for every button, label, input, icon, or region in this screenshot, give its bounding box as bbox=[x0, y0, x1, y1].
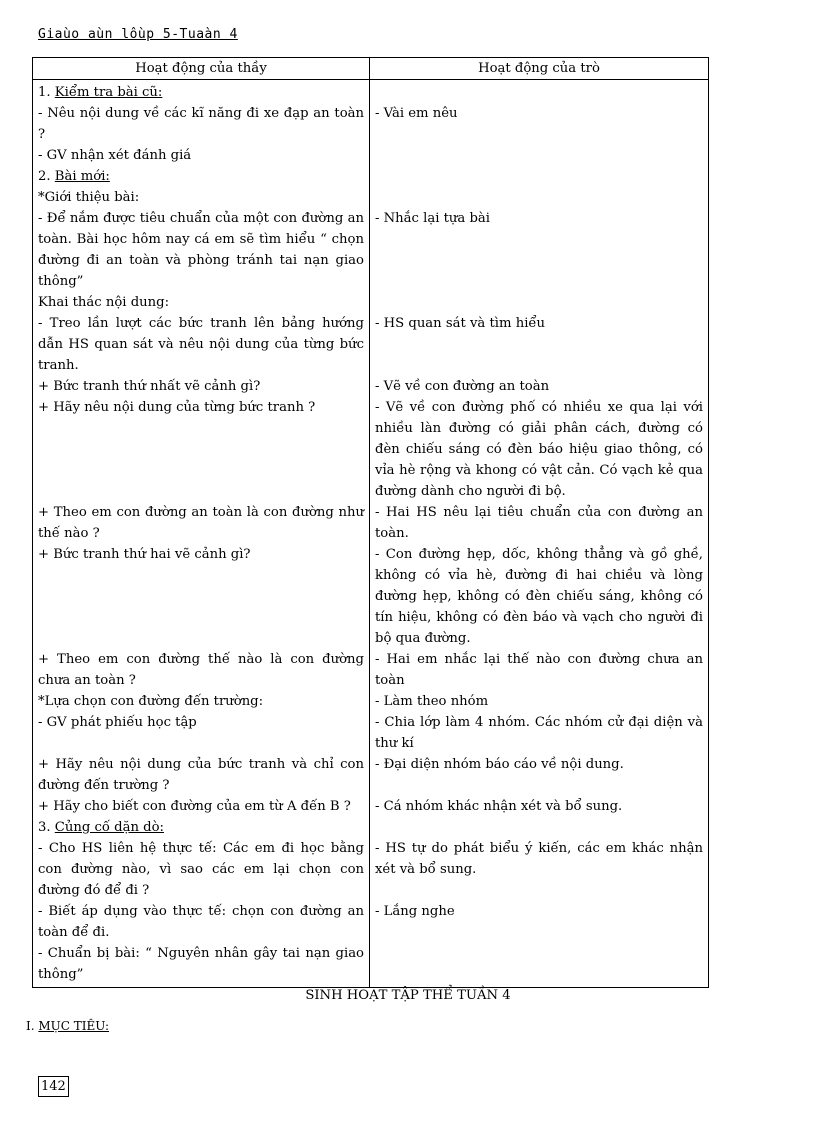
teacher-line-text: Củng cố dặn dò: bbox=[54, 820, 164, 835]
student-block bbox=[375, 901, 703, 943]
student-line-text: - Lắng nghe bbox=[375, 904, 455, 919]
teacher-line-text: Bài mới: bbox=[54, 169, 110, 184]
teacher-block bbox=[38, 754, 364, 796]
student-line-text: - Vài em nêu bbox=[375, 106, 458, 121]
student-block bbox=[375, 754, 703, 796]
student-block bbox=[375, 292, 703, 313]
student-block bbox=[375, 943, 703, 985]
student-line bbox=[375, 838, 703, 880]
student-line-text: - Vẽ về con đường an toàn bbox=[375, 379, 550, 394]
teacher-line bbox=[38, 82, 364, 103]
teacher-block bbox=[38, 208, 364, 292]
student-activities bbox=[370, 80, 709, 988]
teacher-block bbox=[38, 376, 364, 397]
teacher-block bbox=[38, 187, 364, 208]
teacher-block bbox=[38, 943, 364, 985]
teacher-line bbox=[38, 376, 364, 397]
teacher-line bbox=[38, 712, 364, 733]
teacher-line-text: Kiểm tra bài cũ: bbox=[54, 85, 163, 100]
teacher-line bbox=[38, 901, 364, 943]
student-block bbox=[375, 712, 703, 754]
student-block bbox=[375, 649, 703, 691]
student-line bbox=[375, 544, 703, 649]
teacher-line bbox=[38, 796, 364, 817]
teacher-line bbox=[38, 397, 364, 418]
teacher-block bbox=[38, 649, 364, 691]
student-line-text: - HS tự do phát biểu ý kiến, các em khác nhận xét và bổ sung. bbox=[375, 841, 703, 877]
teacher-line-text: - Nêu nội dung về các kĩ năng đi xe đạp an toàn ? bbox=[38, 106, 364, 142]
student-line bbox=[375, 901, 703, 922]
student-line bbox=[375, 796, 703, 817]
student-block bbox=[375, 838, 703, 901]
teacher-block bbox=[38, 145, 364, 166]
document-header: Giaùo aùn lôùp 5-Tuaàn 4 bbox=[38, 27, 238, 42]
objective-heading bbox=[26, 1019, 109, 1033]
teacher-line-text: Khai thác nội dung: bbox=[38, 295, 170, 310]
teacher-line-text: - Treo lần lượt các bức tranh lên bảng hướng dẫn HS quan sát và nêu nội dung của từng bức tranh. bbox=[38, 316, 364, 373]
teacher-line-text: + Bức tranh thứ nhất vẽ cảnh gì? bbox=[38, 379, 261, 394]
student-line-text: - Chia lớp làm 4 nhóm. Các nhóm cử đại diện và thư kí bbox=[375, 715, 703, 751]
teacher-line-text: 1. bbox=[38, 85, 55, 100]
table-header-row bbox=[33, 58, 709, 80]
teacher-line-text: *Lựa chọn con đường đến trường: bbox=[38, 694, 264, 709]
teacher-block bbox=[38, 901, 364, 943]
student-block bbox=[375, 691, 703, 712]
teacher-line-text: + Hãy nêu nội dung của từng bức tranh ? bbox=[38, 400, 316, 415]
section-title: SINH HOẠT TẬP THỂ TUẦN 4 bbox=[305, 988, 511, 1003]
teacher-block bbox=[38, 796, 364, 817]
teacher-line-text: 3. bbox=[38, 820, 55, 835]
student-block bbox=[375, 502, 703, 544]
teacher-line-text: - GV phát phiếu học tập bbox=[38, 715, 197, 730]
teacher-block bbox=[38, 292, 364, 313]
student-line-text: - Đại diện nhóm báo cáo về nội dung. bbox=[375, 757, 624, 772]
teacher-activities bbox=[33, 80, 370, 988]
teacher-line bbox=[38, 292, 364, 313]
teacher-block bbox=[38, 313, 364, 376]
student-line-text: - Nhắc lại tựa bài bbox=[375, 211, 490, 226]
teacher-line-text: + Theo em con đường an toàn là con đường như thế nào ? bbox=[38, 505, 364, 541]
lesson-table bbox=[32, 57, 709, 988]
student-line-text: - Hai HS nêu lại tiêu chuẩn của con đường an toàn. bbox=[375, 505, 703, 541]
student-line-text: - Con đường hẹp, dốc, không thẳng và gồ ghề, không có vỉa hè, đường đi hai chiều và lòng đường hẹp, không có đèn chiếu sáng, không có tín hiệu, không có đèn báo và vạch cho người đi bộ qua đường. bbox=[375, 547, 703, 646]
student-block bbox=[375, 166, 703, 187]
teacher-line bbox=[38, 943, 364, 985]
teacher-block bbox=[38, 502, 364, 544]
student-line-text: - Làm theo nhóm bbox=[375, 694, 489, 709]
teacher-block bbox=[38, 544, 364, 649]
student-block bbox=[375, 103, 703, 145]
teacher-line bbox=[38, 838, 364, 901]
teacher-line bbox=[38, 103, 364, 145]
page-number: 142 bbox=[38, 1076, 69, 1097]
teacher-line bbox=[38, 649, 364, 691]
student-block bbox=[375, 208, 703, 292]
student-line bbox=[375, 712, 703, 754]
teacher-line bbox=[38, 208, 364, 292]
objective-label: MỤC TIÊU: bbox=[38, 1019, 110, 1033]
student-block bbox=[375, 187, 703, 208]
student-block bbox=[375, 796, 703, 817]
student-block bbox=[375, 817, 703, 838]
teacher-line-text: + Hãy cho biết con đường của em từ A đến B ? bbox=[38, 799, 351, 814]
teacher-line bbox=[38, 817, 364, 838]
teacher-column-header: Hoạt động của thầy bbox=[33, 58, 370, 80]
student-line bbox=[375, 649, 703, 691]
teacher-line-text: + Theo em con đường thế nào là con đường chưa an toàn ? bbox=[38, 652, 364, 688]
student-line bbox=[375, 376, 703, 397]
teacher-line-text: - Cho HS liên hệ thực tế: Các em đi học bằng con đường nào, vì sao các em lại chọn con đường đó để đi ? bbox=[38, 841, 364, 898]
student-line bbox=[375, 103, 703, 124]
teacher-line bbox=[38, 544, 364, 565]
teacher-block bbox=[38, 838, 364, 901]
student-line bbox=[375, 397, 703, 502]
student-block bbox=[375, 397, 703, 502]
teacher-line bbox=[38, 691, 364, 712]
teacher-block bbox=[38, 691, 364, 712]
lesson-body-row bbox=[33, 80, 709, 988]
student-block bbox=[375, 145, 703, 166]
teacher-block bbox=[38, 166, 364, 187]
student-block bbox=[375, 544, 703, 649]
teacher-line-text: + Hãy nêu nội dung của bức tranh và chỉ con đường đến trường ? bbox=[38, 757, 364, 793]
teacher-line-text: 2. bbox=[38, 169, 55, 184]
student-line-text: - Cá nhóm khác nhận xét và bổ sung. bbox=[375, 799, 623, 814]
student-line bbox=[375, 502, 703, 544]
teacher-line bbox=[38, 145, 364, 166]
teacher-block bbox=[38, 817, 364, 838]
teacher-line bbox=[38, 166, 364, 187]
teacher-line-text: - Chuẩn bị bài: “ Nguyên nhân gây tai nạn giao thông” bbox=[38, 946, 364, 982]
student-line bbox=[375, 208, 703, 229]
teacher-line bbox=[38, 502, 364, 544]
student-line bbox=[375, 313, 703, 334]
teacher-block bbox=[38, 103, 364, 145]
student-block bbox=[375, 82, 703, 103]
teacher-line-text: - Để nắm được tiêu chuẩn của một con đường an toàn. Bài học hôm nay cá em sẽ tìm hiểu “ chọn đường đi an toàn và phòng tránh tai nạn giao thông” bbox=[38, 211, 364, 289]
teacher-block bbox=[38, 82, 364, 103]
teacher-line-text: *Giới thiệu bài: bbox=[38, 190, 140, 205]
student-line bbox=[375, 754, 703, 775]
student-line-text: - Vẽ về con đường phố có nhiều xe qua lại với nhiều làn đường có giải phân cách, đường có đèn chiếu sáng có đèn báo hiệu giao thông, có vỉa hè rộng và khong có vật cản. Có vạch kẻ qua đường dành cho người đi bộ. bbox=[375, 400, 703, 499]
teacher-line bbox=[38, 754, 364, 796]
student-line-text: - Hai em nhắc lại thế nào con đường chưa an toàn bbox=[375, 652, 703, 688]
student-line-text: - HS quan sát và tìm hiểu bbox=[375, 316, 546, 331]
teacher-line-text: + Bức tranh thứ hai vẽ cảnh gì? bbox=[38, 547, 251, 562]
student-block bbox=[375, 313, 703, 376]
student-column-header: Hoạt động của trò bbox=[370, 58, 709, 80]
teacher-line bbox=[38, 313, 364, 376]
teacher-block bbox=[38, 712, 364, 754]
student-block bbox=[375, 376, 703, 397]
student-line bbox=[375, 691, 703, 712]
teacher-block bbox=[38, 397, 364, 502]
teacher-line-text: - GV nhận xét đánh giá bbox=[38, 148, 192, 163]
teacher-line-text: - Biết áp dụng vào thực tế: chọn con đường an toàn để đi. bbox=[38, 904, 364, 940]
teacher-line bbox=[38, 187, 364, 208]
objective-number: I. bbox=[26, 1019, 39, 1033]
